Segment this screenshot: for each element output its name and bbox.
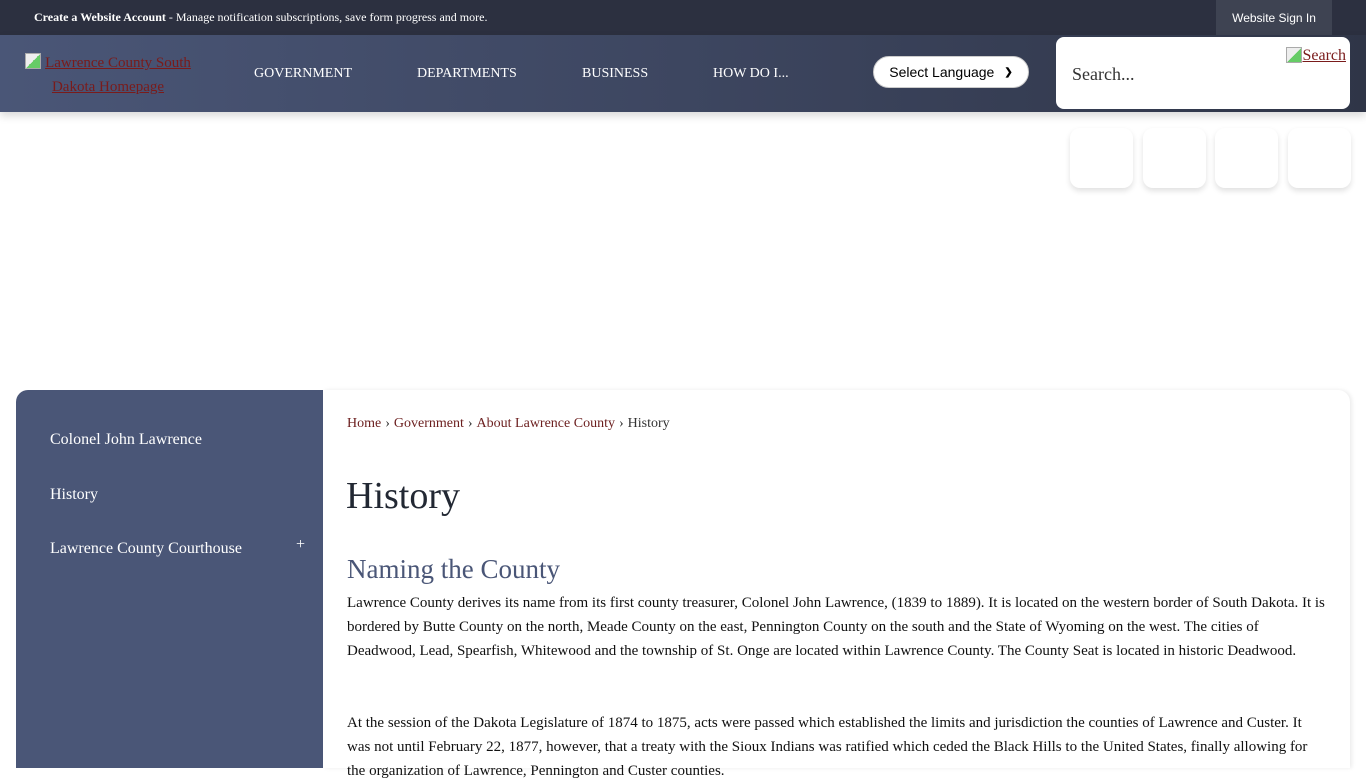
- breadcrumb-separator: ›: [385, 416, 390, 431]
- create-account-description: - Manage notification subscriptions, save form progress and more.: [165, 10, 488, 24]
- search-box[interactable]: [1056, 37, 1350, 109]
- language-select[interactable]: [873, 56, 1029, 88]
- sidebar-item-colonel-john-lawrence[interactable]: Colonel John Lawrence: [50, 431, 202, 448]
- create-account-link[interactable]: [34, 10, 487, 25]
- website-sign-in-button[interactable]: Website Sign In: [1216, 0, 1332, 35]
- nav-label: GOVERNMENT: [254, 65, 352, 81]
- sidebar: [16, 390, 323, 768]
- section-title: Naming the County: [347, 554, 560, 584]
- paragraph: Lawrence County derives its name from its first county treasurer, Colonel John Lawrence, (1839 to 1889). It is located on the western border of South Dakota. It is bordered by Butte County on the north, Meade County on the east, Pennington County on the south and the State of Wyoming on the west. The cities of Deadwood, Lead, Spearfish, Whitewood and the township of St. Onge are located within Lawrence County. The County Seat is located in historic Deadwood.: [347, 595, 1325, 659]
- nav-label: DEPARTMENTS: [417, 65, 517, 81]
- paragraph: At the session of the Dakota Legislature of 1874 to 1875, acts were passed which established the limits and jurisdiction the counties of Lawrence and Custer. It was not until February 22, 1877, however, that a treaty with the Sioux Indians was ratified which ceded the Black Hills to the United States, finally allowing for the organization of Lawrence, Pennington and Custer counties.: [347, 715, 1308, 779]
- search-button-label: Search: [1302, 47, 1346, 64]
- logo-alt-text[interactable]: Lawrence County South Dakota Homepage: [45, 55, 191, 95]
- create-account-title: Create a Website Account: [34, 10, 166, 24]
- search-button[interactable]: [1286, 47, 1346, 65]
- breadcrumb-government[interactable]: Government: [393, 416, 464, 431]
- language-select-value: Select Language: [889, 64, 995, 80]
- nav-business[interactable]: [582, 35, 648, 112]
- nav-label: HOW DO I...: [713, 65, 789, 81]
- quick-link-4[interactable]: [1288, 128, 1351, 188]
- sidebar-item-courthouse[interactable]: Lawrence County Courthouse: [50, 540, 242, 557]
- breadcrumb: [347, 416, 670, 432]
- breadcrumb-home[interactable]: Home: [347, 416, 382, 431]
- main-content: [323, 390, 1350, 779]
- sidebar-item-history[interactable]: History: [50, 486, 98, 503]
- quick-link-2[interactable]: [1143, 128, 1206, 188]
- top-bar: [0, 0, 1366, 35]
- breadcrumb-separator: ›: [467, 416, 473, 431]
- breadcrumb-separator: ›: [618, 416, 624, 431]
- breadcrumb-about[interactable]: About Lawrence County: [476, 416, 615, 431]
- breadcrumb-current: History: [627, 416, 670, 431]
- nav-how-do-i[interactable]: [713, 35, 789, 112]
- nav-government[interactable]: [254, 35, 352, 112]
- broken-image-icon: [25, 53, 41, 69]
- page-title: History: [346, 475, 460, 517]
- nav-label: BUSINESS: [582, 65, 649, 81]
- logo-link[interactable]: [16, 51, 200, 99]
- search-input[interactable]: Search...: [1072, 64, 1135, 84]
- quick-link-1[interactable]: [1070, 128, 1133, 188]
- site-header: [0, 35, 1366, 112]
- chevron-down-icon: ❯: [1004, 66, 1013, 78]
- quick-link-3[interactable]: [1215, 128, 1278, 188]
- search-icon: [1286, 47, 1302, 63]
- nav-departments[interactable]: [417, 35, 517, 112]
- expand-plus-icon[interactable]: +: [296, 536, 306, 553]
